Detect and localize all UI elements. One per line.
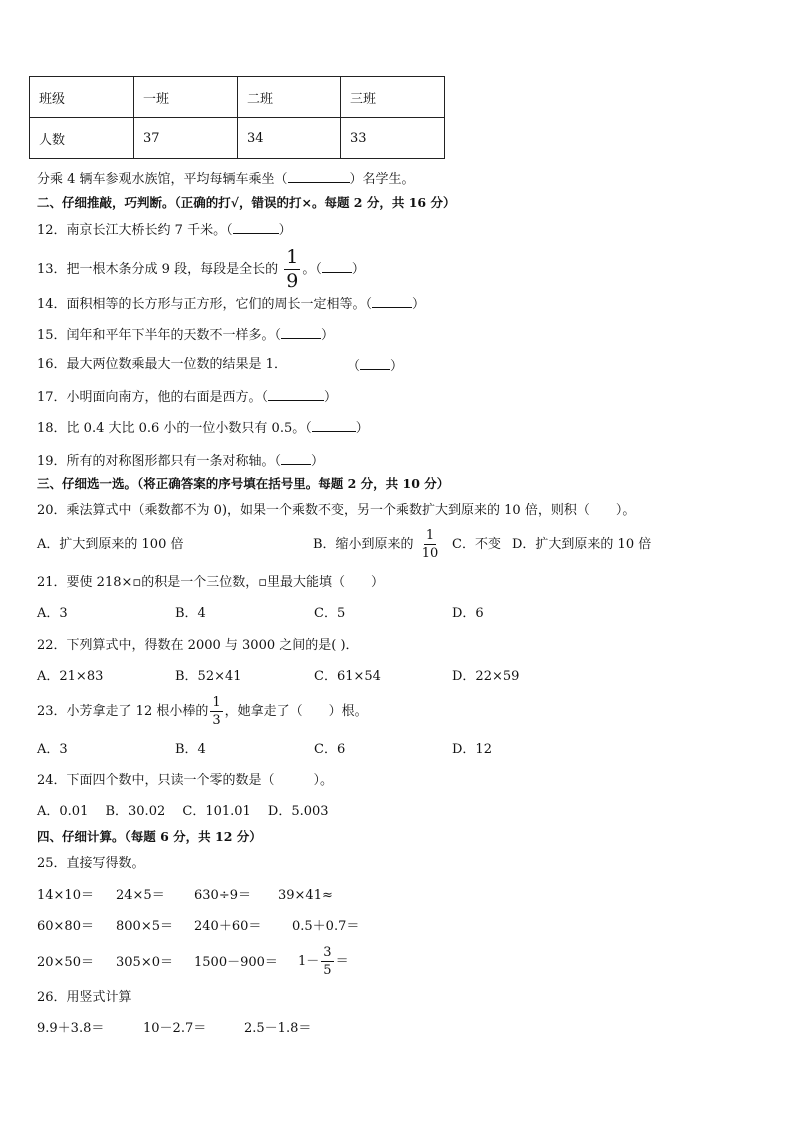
question-21-stem: 21．要使 218×▫的积是一个三位数，▫里最大能填（ ） (37, 575, 385, 590)
calc-item: 2.5－1.8＝ (244, 1021, 312, 1036)
answer-blank[interactable] (322, 261, 352, 273)
table-cell: 33 (341, 118, 445, 159)
question-20-option-a[interactable]: A．扩大到原来的 100 倍 (37, 537, 184, 552)
answer-blank[interactable] (372, 296, 412, 308)
question-22-option-b[interactable]: B．52×41 (175, 669, 242, 684)
question-22-option-a[interactable]: A．21×83 (37, 669, 104, 684)
question-13: 13．把一根木条分成 9 段，每段是全长的 $\frac{1}{9}$ 。（ ） (37, 246, 365, 292)
fraction: $\frac{3}{5}$ (323, 945, 332, 978)
calc-item: 9.9＋3.8＝ (37, 1021, 105, 1036)
question-21-option-b[interactable]: B．4 (175, 606, 206, 621)
table-cell: 三班 (341, 77, 445, 118)
calc-item: 24×5＝ (116, 888, 165, 903)
calc-item: 1500－900＝ (194, 955, 278, 970)
answer-blank[interactable] (233, 222, 279, 234)
fraction: $\frac{1}{10}$ (421, 528, 439, 561)
section-4-heading: 四、仔细计算。（每题 6 分，共 12 分） (37, 829, 262, 844)
table-cell: 班级 (30, 77, 134, 118)
question-20-option-c[interactable]: C．不变 (452, 537, 501, 552)
question-20-option-b[interactable]: B．缩小到原来的 $\frac{1}{10}$ (313, 528, 439, 561)
calc-item: 800×5＝ (116, 919, 173, 934)
question-16-blank: （ ） (347, 359, 404, 374)
table-cell: 二班 (238, 77, 341, 118)
question-23-option-c[interactable]: C．6 (314, 742, 346, 757)
calc-item: 20×50＝ (37, 955, 94, 970)
question-23-option-a[interactable]: A．3 (37, 742, 68, 757)
calc-item: 10－2.7＝ (143, 1021, 207, 1036)
table-cell: 37 (134, 118, 238, 159)
question-11-tail: 分乘 4 辆车参观水族馆，平均每辆车乘坐（ ）名学生。 (37, 172, 415, 187)
question-23-stem: 23．小芳拿走了 12 根小棒的 $\frac{1}{3}$ ，她拿走了（ ）根。 (37, 695, 368, 728)
question-23-option-b[interactable]: B．4 (175, 742, 206, 757)
table-row (30, 118, 445, 159)
answer-blank[interactable] (281, 453, 311, 465)
table-row (30, 77, 445, 118)
calc-item: 39×41≈ (278, 888, 333, 903)
answer-blank[interactable] (281, 327, 321, 339)
table-cell: 一班 (134, 77, 238, 118)
question-21-option-a[interactable]: A．3 (37, 606, 68, 621)
table-cell: 人数 (30, 118, 134, 159)
question-21-option-c[interactable]: C．5 (314, 606, 346, 621)
question-14: 14．面积相等的长方形与正方形，它们的周长一定相等。（ ） (37, 297, 426, 312)
question-15: 15．闰年和平年下半年的天数不一样多。（ ） (37, 328, 335, 343)
question-26-stem: 26．用竖式计算 (37, 990, 132, 1005)
table-cell: 34 (238, 118, 341, 159)
question-24-options[interactable]: A．0.01 B．30.02 C．101.01 D．5.003 (37, 804, 329, 819)
calc-item: 630÷9＝ (194, 888, 251, 903)
fraction: $\frac{1}{9}$ (286, 246, 299, 292)
calc-item: 14×10＝ (37, 888, 94, 903)
question-20-stem: 20．乘法算式中（乘数都不为 0)，如果一个乘数不变，另一个乘数扩大到原来的 10 倍，则积（ ）。 (37, 503, 636, 518)
question-20-option-d[interactable]: D．扩大到原来的 10 倍 (512, 537, 652, 552)
answer-blank[interactable] (360, 358, 390, 370)
question-25-stem: 25．直接写得数。 (37, 856, 145, 871)
calc-item: 0.5＋0.7＝ (292, 919, 360, 934)
answer-blank[interactable] (268, 389, 324, 401)
calc-item: 1－ $\frac{3}{5}$ ＝ (298, 945, 349, 978)
section-3-heading: 三、仔细选一选。（将正确答案的序号填在括号里。每题 2 分，共 10 分） (37, 476, 450, 491)
question-22-stem: 22．下列算式中，得数在 2000 与 3000 之间的是( )． (37, 638, 359, 653)
answer-blank[interactable] (312, 420, 356, 432)
question-21-option-d[interactable]: D．6 (452, 606, 484, 621)
section-2-heading: 二、仔细推敲，巧判断。（正确的打√，错误的打×。每题 2 分，共 16 分） (37, 195, 456, 210)
question-16: 16．最大两位数乘最大一位数的结果是 1． (37, 357, 287, 372)
question-23-option-d[interactable]: D．12 (452, 742, 492, 757)
question-24-stem: 24．下面四个数中，只读一个零的数是（ ）。 (37, 773, 334, 788)
calc-item: 305×0＝ (116, 955, 173, 970)
question-19: 19．所有的对称图形都只有一条对称轴。（ ） (37, 454, 325, 469)
answer-blank[interactable] (288, 171, 350, 183)
fraction: $\frac{1}{3}$ (212, 695, 221, 728)
question-22-option-c[interactable]: C．61×54 (314, 669, 381, 684)
calc-item: 60×80＝ (37, 919, 94, 934)
question-22-option-d[interactable]: D．22×59 (452, 669, 520, 684)
question-18: 18．比 0.4 大比 0.6 小的一位小数只有 0.5。（ ） (37, 421, 369, 436)
class-count-table (29, 76, 445, 159)
calc-item: 240＋60＝ (194, 919, 262, 934)
question-17: 17．小明面向南方，他的右面是西方。（ ） (37, 390, 338, 405)
question-12: 12．南京长江大桥长约 7 千米。（ ） (37, 223, 292, 238)
